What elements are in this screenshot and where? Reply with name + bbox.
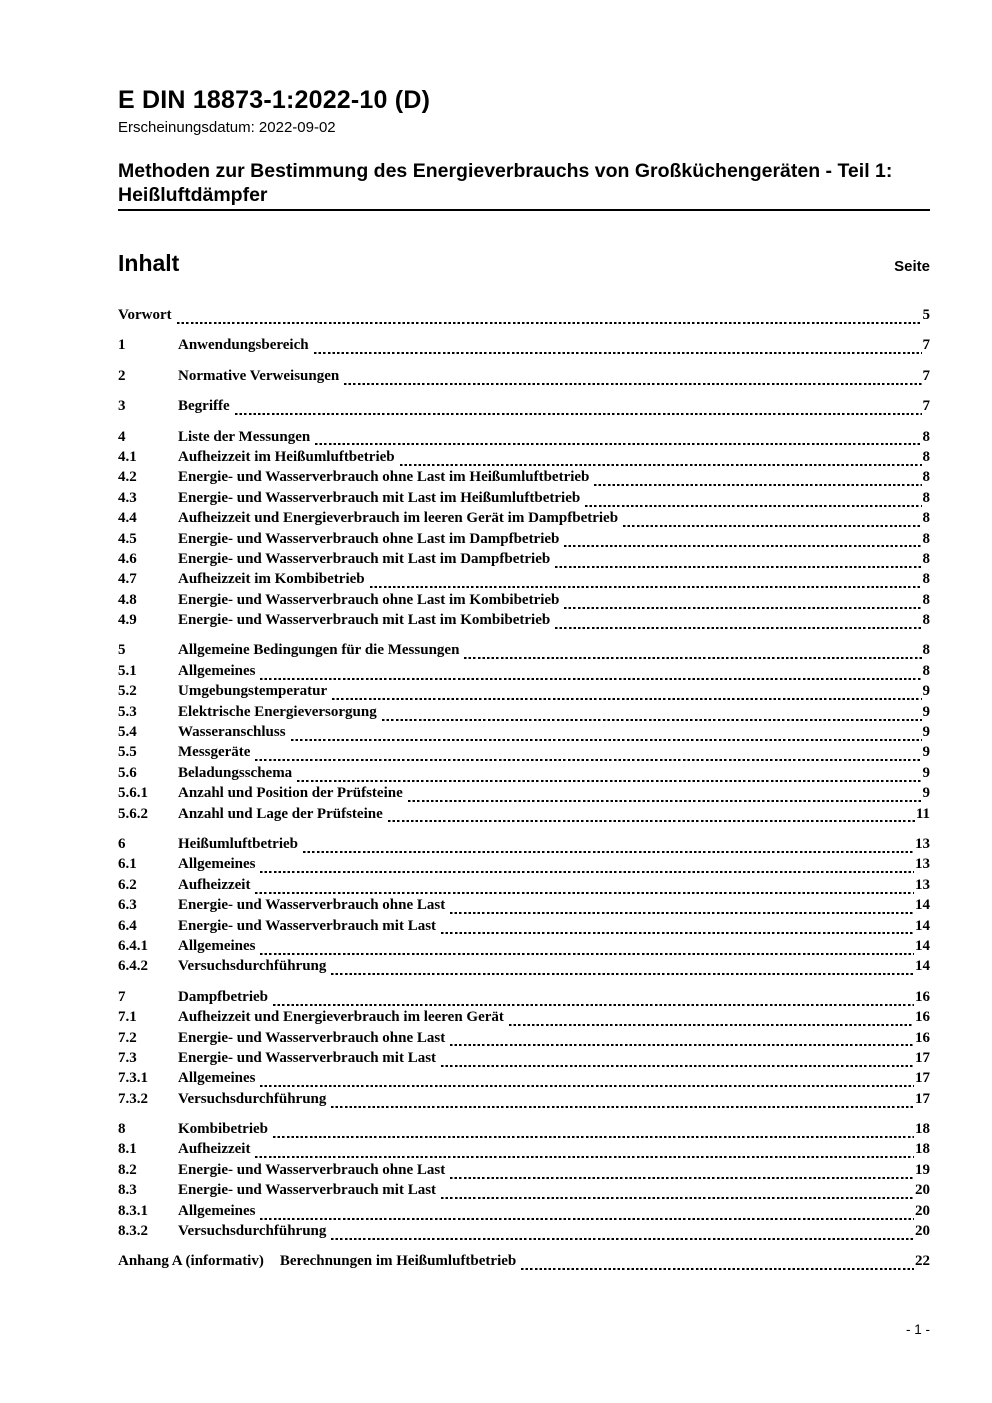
- toc-entry: [118, 836, 930, 856]
- toc-entry-page: 14: [915, 897, 930, 914]
- toc-leader-dots: [273, 1004, 914, 1006]
- toc-entry: [118, 1203, 930, 1223]
- toc-entry: [118, 510, 930, 530]
- toc-group: [118, 398, 930, 418]
- toc-entry: [118, 1182, 930, 1202]
- toc-entry-page: 9: [922, 703, 930, 720]
- toc-entry-number: 6.4.2: [118, 958, 148, 975]
- toc-entry-label: Versuchsdurchführung: [178, 1223, 327, 1240]
- toc-group: [118, 368, 930, 388]
- toc-entry-label: Elektrische Energieversorgung: [178, 703, 377, 720]
- toc-leader-dots: [450, 1177, 914, 1179]
- toc-leader-dots: [255, 892, 914, 894]
- toc-entry-page: 8: [922, 510, 930, 527]
- toc-leader-dots: [464, 657, 921, 659]
- toc-group: [118, 337, 930, 357]
- toc-entry: [118, 1070, 930, 1090]
- toc-entry-page: 11: [915, 805, 930, 822]
- toc-entry-page: 17: [915, 1070, 930, 1087]
- toc-entry: [118, 307, 930, 327]
- toc-leader-dots: [441, 1197, 914, 1199]
- toc-entry-number: 5.6.1: [118, 785, 148, 802]
- toc-entry-page: 8: [922, 469, 930, 486]
- toc-entry-label: Normative Verweisungen: [178, 367, 340, 384]
- toc-leader-dots: [623, 525, 921, 527]
- toc-entry-label: Vorwort: [118, 307, 172, 323]
- toc-entry: [118, 368, 930, 388]
- toc-entry-page: 19: [915, 1161, 930, 1178]
- toc-entry-page: 14: [915, 917, 930, 934]
- toc-entry-label: Messgeräte: [178, 744, 251, 761]
- toc-entry-label: Energie- und Wasserverbrauch ohne Last im Heißumluftbetrieb: [178, 469, 590, 486]
- toc-entry-number: 5: [118, 642, 126, 659]
- toc-entry-label: Allgemeines: [178, 1070, 256, 1087]
- toc-entry-number: 4.1: [118, 448, 137, 465]
- toc-group: [118, 642, 930, 826]
- toc-entry-number: 4.9: [118, 612, 137, 629]
- toc-entry-page: 14: [915, 958, 930, 975]
- toc-entry-number: 8.1: [118, 1141, 137, 1158]
- toc-entry-page: 20: [915, 1202, 930, 1219]
- toc-entry-page: 14: [915, 937, 930, 954]
- toc-leader-dots: [344, 383, 921, 385]
- toc-entry-page: 18: [915, 1121, 930, 1138]
- toc-entry-number: 2: [118, 367, 126, 384]
- toc-leader-dots: [594, 484, 921, 486]
- toc-leader-dots: [564, 545, 921, 547]
- toc-entry-page: 8: [922, 571, 930, 588]
- toc-entry: [118, 1141, 930, 1161]
- toc-leader-dots: [585, 505, 921, 507]
- toc-entry-page: 7: [922, 337, 930, 354]
- toc-entry-number: 5.3: [118, 703, 137, 720]
- toc-leader-dots: [450, 1044, 914, 1046]
- toc-entry-label: Aufheizzeit und Energieverbrauch im leeren Gerät: [178, 1009, 504, 1026]
- toc-group: [118, 989, 930, 1111]
- title-rule: [118, 209, 930, 211]
- toc-entry-number: 5.6.2: [118, 805, 148, 822]
- toc-leader-dots: [555, 566, 921, 568]
- toc-entry-label: Aufheizzeit: [178, 1141, 251, 1158]
- toc-entry-label: Wasseranschluss: [178, 724, 286, 741]
- toc-entry-label: Anzahl und Position der Prüfsteine: [178, 785, 403, 802]
- toc-leader-dots: [331, 973, 914, 975]
- toc-entry: [118, 663, 930, 683]
- toc-entry-number: 5.4: [118, 724, 137, 741]
- toc-header-row: [118, 250, 930, 277]
- toc-entry-number: 7.3: [118, 1049, 137, 1066]
- toc-leader-dots: [332, 698, 921, 700]
- toc-entry-page: 8: [922, 662, 930, 679]
- toc-entry-number: 7.3.1: [118, 1070, 148, 1087]
- toc-entry-number: 4.6: [118, 550, 137, 567]
- toc-entry: [118, 897, 930, 917]
- toc-entry-label: Energie- und Wasserverbrauch ohne Last: [178, 1029, 446, 1046]
- toc-entry-page: 16: [915, 1009, 930, 1026]
- toc-leader-dots: [297, 780, 921, 782]
- toc-entry-number: 6.1: [118, 856, 137, 873]
- toc-entry-number: 5.5: [118, 744, 137, 761]
- toc-entry-label: Allgemeines: [178, 662, 256, 679]
- toc-entry-label: Dampfbetrieb: [178, 988, 268, 1005]
- toc-entry: [118, 1030, 930, 1050]
- toc-heading: Inhalt: [118, 250, 180, 276]
- toc-entry-number: 8.3.2: [118, 1223, 148, 1240]
- toc-entry: [118, 1253, 930, 1273]
- toc-leader-dots: [509, 1024, 914, 1026]
- toc-entry-number: 4.5: [118, 530, 137, 547]
- toc-entry: [118, 744, 930, 764]
- toc-entry-page: 13: [915, 835, 930, 852]
- toc-leader-dots: [408, 800, 922, 802]
- toc-entry: [118, 806, 930, 826]
- toc-entry-number: 7.3.2: [118, 1090, 148, 1107]
- toc-entry-number: 7.1: [118, 1009, 137, 1026]
- toc-entry-number: 4.8: [118, 591, 137, 608]
- toc-entry-page: 9: [922, 764, 930, 781]
- toc-group: [118, 1121, 930, 1243]
- toc-entry-page: 17: [915, 1049, 930, 1066]
- toc-leader-dots: [255, 1156, 914, 1158]
- toc-entry-label: Energie- und Wasserverbrauch ohne Last: [178, 897, 446, 914]
- document-title: Methoden zur Bestimmung des Energieverbrauchs von Großküchengeräten - Teil 1: Heißluftdämpfer: [118, 160, 893, 206]
- toc-entry: [118, 642, 930, 662]
- toc-entry-label: Energie- und Wasserverbrauch mit Last: [178, 917, 437, 934]
- toc-entry-label: Energie- und Wasserverbrauch mit Last im Dampfbetrieb: [178, 550, 551, 567]
- toc-entry: [118, 1091, 930, 1111]
- toc-group: [118, 429, 930, 633]
- toc-entry-label: Begriffe: [178, 398, 230, 415]
- toc-list: [118, 307, 930, 1274]
- toc-entry-page: 20: [915, 1223, 930, 1240]
- toc-leader-dots: [273, 1136, 914, 1138]
- toc-entry-label: Energie- und Wasserverbrauch mit Last: [178, 1182, 437, 1199]
- toc-entry: [118, 938, 930, 958]
- toc-entry-page: 13: [915, 856, 930, 873]
- toc-entry-number: 4: [118, 428, 126, 445]
- toc-entry-page: 8: [922, 642, 930, 659]
- toc-leader-dots: [315, 443, 921, 445]
- toc-leader-dots: [255, 759, 921, 761]
- toc-leader-dots: [260, 953, 914, 955]
- toc-entry-page: 9: [922, 724, 930, 741]
- toc-leader-dots: [555, 627, 921, 629]
- toc-entry: [118, 551, 930, 571]
- toc-leader-dots: [388, 820, 915, 822]
- toc-leader-dots: [441, 1065, 914, 1067]
- toc-entry-label: Anzahl und Lage der Prüfsteine: [178, 805, 383, 822]
- toc-entry-page: 18: [915, 1141, 930, 1158]
- toc-entry-page: 13: [915, 876, 930, 893]
- toc-entry: [118, 398, 930, 418]
- toc-entry-number: 6.4.1: [118, 937, 148, 954]
- toc-entry-page: 8: [922, 448, 930, 465]
- toc-entry-label: Aufheizzeit im Heißumluftbetrieb: [178, 448, 395, 465]
- toc-entry-number: 7.2: [118, 1029, 137, 1046]
- toc-entry-number: 4.3: [118, 489, 137, 506]
- toc-entry-label: Energie- und Wasserverbrauch ohne Last: [178, 1161, 446, 1178]
- toc-entry-number: 1: [118, 337, 126, 354]
- toc-entry-number: 5.1: [118, 662, 137, 679]
- toc-entry-label: Energie- und Wasserverbrauch mit Last im Heißumluftbetrieb: [178, 489, 581, 506]
- toc-entry-label: Aufheizzeit und Energieverbrauch im leeren Gerät im Dampfbetrieb: [178, 510, 619, 527]
- toc-leader-dots: [441, 932, 914, 934]
- toc-entry: [118, 989, 930, 1009]
- toc-leader-dots: [521, 1268, 914, 1270]
- toc-leader-dots: [331, 1106, 914, 1108]
- toc-entry: [118, 1223, 930, 1243]
- toc-leader-dots: [450, 912, 914, 914]
- toc-entry-number: 6.3: [118, 897, 137, 914]
- toc-entry-label: Aufheizzeit: [178, 876, 251, 893]
- toc-entry: [118, 683, 930, 703]
- toc-leader-dots: [303, 851, 914, 853]
- toc-entry: [118, 724, 930, 744]
- toc-entry-number: 8.3.1: [118, 1202, 148, 1219]
- toc-entry-page: 17: [915, 1090, 930, 1107]
- toc-entry-label: Berechnungen im Heißumluftbetrieb: [279, 1253, 517, 1270]
- toc-entry: [118, 856, 930, 876]
- toc-leader-dots: [291, 739, 922, 741]
- toc-leader-dots: [400, 464, 922, 466]
- toc-entry: [118, 877, 930, 897]
- toc-entry-page: 8: [922, 591, 930, 608]
- toc-leader-dots: [370, 586, 922, 588]
- toc-entry-number: 4.7: [118, 571, 137, 588]
- toc-entry-label: Energie- und Wasserverbrauch mit Last: [178, 1049, 437, 1066]
- toc-leader-dots: [331, 1238, 914, 1240]
- toc-entry-label: Beladungsschema: [178, 764, 293, 781]
- toc-leader-dots: [260, 1085, 914, 1087]
- toc-entry-label: Allgemeines: [178, 1202, 256, 1219]
- toc-entry: [118, 571, 930, 591]
- toc-leader-dots: [564, 607, 921, 609]
- toc-entry-number: 6.4: [118, 917, 137, 934]
- toc-entry: [118, 1121, 930, 1141]
- toc-entry: [118, 612, 930, 632]
- toc-entry-label: Anwendungsbereich: [178, 337, 309, 354]
- toc-entry-label: Energie- und Wasserverbrauch ohne Last im Kombibetrieb: [178, 591, 560, 608]
- toc-entry-page: 8: [922, 612, 930, 629]
- toc-entry-number: 4.2: [118, 469, 137, 486]
- toc-entry-page: 8: [922, 550, 930, 567]
- toc-entry-number: 8.2: [118, 1161, 137, 1178]
- toc-entry-page: 7: [922, 367, 930, 384]
- toc-entry: [118, 1050, 930, 1070]
- toc-entry-page: 9: [922, 683, 930, 700]
- toc-entry-number: 6.2: [118, 876, 137, 893]
- toc-entry: [118, 592, 930, 612]
- toc-entry: [118, 785, 930, 805]
- release-date: Erscheinungsdatum: 2022-09-02: [118, 119, 336, 136]
- toc-entry-label: Umgebungstemperatur: [178, 683, 328, 700]
- toc-entry-number: 5.6: [118, 764, 137, 781]
- toc-page-column-label: Seite: [894, 258, 930, 275]
- toc-entry-label: Versuchsdurchführung: [178, 1090, 327, 1107]
- toc-entry-number: Anhang A (informativ): [118, 1253, 264, 1270]
- toc-entry-label: Heißumluftbetrieb: [178, 835, 298, 852]
- toc-entry-page: 8: [922, 428, 930, 445]
- toc-entry-page: 16: [915, 1029, 930, 1046]
- toc-entry-page: 7: [922, 398, 930, 415]
- toc-entry: [118, 531, 930, 551]
- toc-entry-label: Versuchsdurchführung: [178, 958, 327, 975]
- toc-entry: [118, 958, 930, 978]
- toc-entry-label: Liste der Messungen: [178, 428, 311, 445]
- toc-entry-page: 8: [922, 489, 930, 506]
- toc-entry-number: 6: [118, 835, 126, 852]
- doc-number: E DIN 18873-1:2022-10 (D): [118, 86, 431, 114]
- toc-entry-label: Allgemeines: [178, 937, 256, 954]
- toc-entry: [118, 765, 930, 785]
- toc-group: [118, 307, 930, 327]
- toc-entry-number: 4.4: [118, 510, 137, 527]
- toc-entry-label: Aufheizzeit im Kombibetrieb: [178, 571, 365, 588]
- toc-entry-number: 8: [118, 1121, 126, 1138]
- toc-entry-label: Kombibetrieb: [178, 1121, 268, 1138]
- toc-entry: [118, 918, 930, 938]
- toc-entry-number: 5.2: [118, 683, 137, 700]
- toc-entry-label: Energie- und Wasserverbrauch ohne Last im Dampfbetrieb: [178, 530, 560, 547]
- toc-entry-page: 9: [922, 744, 930, 761]
- toc-entry: [118, 704, 930, 724]
- toc-group: [118, 1253, 930, 1273]
- toc-entry-page: 8: [922, 530, 930, 547]
- toc-entry-page: 16: [915, 988, 930, 1005]
- toc-entry-number: 8.3: [118, 1182, 137, 1199]
- toc-entry: [118, 337, 930, 357]
- toc-leader-dots: [260, 678, 921, 680]
- toc-entry-page: 9: [922, 785, 930, 802]
- toc-leader-dots: [260, 1218, 914, 1220]
- footer-page-number: - 1 -: [905, 1322, 930, 1337]
- toc-leader-dots: [314, 352, 922, 354]
- toc-entry-label: Energie- und Wasserverbrauch mit Last im Kombibetrieb: [178, 612, 551, 629]
- toc-leader-dots: [177, 322, 922, 324]
- toc-entry-number: 7: [118, 988, 126, 1005]
- toc-leader-dots: [260, 871, 914, 873]
- toc-group: [118, 836, 930, 979]
- toc-entry: [118, 449, 930, 469]
- toc-entry: [118, 469, 930, 489]
- toc-leader-dots: [235, 413, 922, 415]
- toc-entry: [118, 490, 930, 510]
- toc-entry-number: 3: [118, 398, 126, 415]
- toc-leader-dots: [382, 719, 922, 721]
- toc-entry: [118, 429, 930, 449]
- toc-entry-page: 20: [915, 1182, 930, 1199]
- toc-entry-label: Allgemeine Bedingungen für die Messungen: [178, 642, 460, 659]
- toc-entry: [118, 1162, 930, 1182]
- toc-entry-page: 5: [922, 307, 930, 323]
- toc-entry: [118, 1009, 930, 1029]
- page-content: [118, 0, 930, 1274]
- toc-entry-page: 22: [915, 1253, 930, 1270]
- toc-entry-label: Allgemeines: [178, 856, 256, 873]
